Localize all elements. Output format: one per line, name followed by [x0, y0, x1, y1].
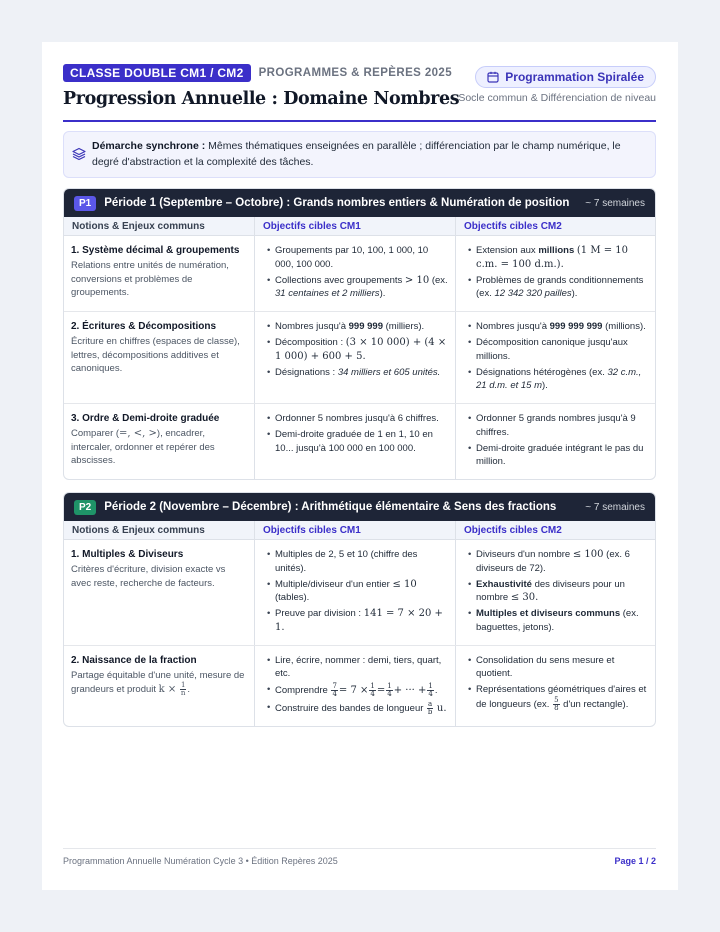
cm1-cell [254, 646, 455, 727]
column-cm1: Objectifs cibles CM1 [254, 521, 455, 539]
footer-left: Programmation Annuelle Numération Cycle 3 • Édition Repères 2025 [63, 856, 338, 866]
period-2-column-headers [64, 521, 655, 540]
list-item: • Demi-droite graduée intégrant le pas du million. [463, 442, 648, 469]
calendar-icon [487, 71, 499, 83]
notion-cell [64, 404, 254, 479]
notion-desc: Relations entre unités de numération, conversions et problèmes de groupements. [71, 260, 229, 298]
cm2-cell [455, 312, 655, 403]
period-2-header [64, 493, 655, 521]
callout-lead: Démarche synchrone : [92, 140, 206, 152]
period-1 [63, 188, 656, 480]
cm2-cell [455, 404, 655, 479]
list-item: • Multiple/diviseur d'un entier ≤ 10 (tables). [262, 578, 448, 605]
list-item: • Diviseurs d'un nombre ≤ 100 (ex. 6 diviseurs de 72). [463, 548, 648, 575]
list-item: • Groupements par 10, 100, 1 000, 10 000, 100 000. [262, 244, 448, 271]
cm2-cell [455, 646, 655, 727]
callout-text: Mêmes thématiques enseignées en parallèle ; différenciation par le champ numérique, le degré d'abstraction et la complexité des tâches. [92, 140, 621, 168]
cm2-cell [455, 236, 655, 311]
column-cm1: Objectifs cibles CM1 [254, 217, 455, 235]
table-row [64, 312, 655, 404]
notion-title: 1. Système décimal & groupements [71, 245, 240, 256]
table-row [64, 236, 655, 312]
header-rule [63, 120, 656, 122]
notion-cell [64, 312, 254, 403]
page-number: Page 1 / 2 [614, 856, 656, 866]
list-item: • Collections avec groupements > 10 (ex. 31 centaines et 2 milliers). [262, 274, 448, 301]
list-item: • Multiples et diviseurs communs (ex. baguettes, jetons). [463, 607, 648, 634]
approach-callout [63, 131, 656, 178]
class-badge: CLASSE DOUBLE CM1 / CM2 [63, 64, 251, 82]
header-kicker: PROGRAMMES & REPÈRES 2025 [258, 67, 453, 79]
period-2-tag: P2 [74, 500, 96, 515]
column-notions: Notions & Enjeux communs [72, 525, 205, 536]
list-item: • Décomposition : (3 × 10 000) + (4 × 1 000) + 600 + 5. [262, 336, 448, 363]
list-item: • Consolidation du sens mesure et quotient. [463, 654, 648, 681]
list-item: • Désignations : 34 milliers et 605 unités. [262, 366, 448, 380]
list-item: • Comprendre $\frac{7}{4}$ = 7 × $\frac{1}{4}$ = $\frac{1}{4}$ + ··· + $\frac{1}{4}$ . [262, 683, 448, 698]
pill-label: Programmation Spiralée [505, 70, 644, 84]
cm2-cell [455, 540, 655, 645]
cm1-cell [254, 236, 455, 311]
notion-desc: Critères d'écriture, division exacte vs avec reste, recherche de facteurs. [71, 564, 226, 589]
period-1-header [64, 189, 655, 217]
list-item: • Nombres jusqu'à 999 999 (milliers). [262, 320, 448, 334]
list-item: • Extension aux millions (1 M = 10 c.m. = 100 d.m.). [463, 244, 648, 271]
period-1-title: Période 1 (Septembre – Octobre) : Grands nombres entiers & Numération de position [104, 197, 570, 209]
page-footer [63, 848, 656, 866]
notion-title: 3. Ordre & Demi-droite graduée [71, 413, 220, 424]
list-item: • Exhaustivité des diviseurs pour un nombre ≤ 30. [463, 578, 648, 605]
notion-desc: Écriture en chiffres (espaces de classe), lettres, décompositions additives et canoniques. [71, 336, 240, 374]
list-item: • Représentations géométriques d'aires et de longueurs (ex. $\frac{5}{8}$ d'un rectangle). [463, 683, 648, 712]
list-item: • Multiples de 2, 5 et 10 (chiffre des unités). [262, 548, 448, 575]
page-title: Progression Annuelle : Domaine Nombres [63, 89, 460, 109]
notion-title: 2. Écritures & Décompositions [71, 321, 217, 332]
list-item: • Désignations hétérogènes (ex. 32 c.m., 21 d.m. et 15 m). [463, 366, 648, 393]
period-1-column-headers [64, 217, 655, 236]
layers-icon [72, 147, 86, 161]
column-notions: Notions & Enjeux communs [72, 221, 205, 232]
document-page [42, 42, 678, 890]
page-content [63, 64, 656, 727]
column-cm2: Objectifs cibles CM2 [455, 521, 655, 539]
list-item: • Décomposition canonique jusqu'aux millions. [463, 336, 648, 363]
table-row [64, 646, 655, 727]
notion-desc: Partage équitable d'une unité, mesure de grandeurs et produit k × $\frac{1}{n}$ . [71, 669, 245, 697]
header-subline: Socle commun & Différenciation de niveau [458, 92, 656, 104]
notion-title: 1. Multiples & Diviseurs [71, 549, 184, 560]
notion-desc: Comparer (=, <, >), encadrer, intercaler, ordonner et repérer des abscisses. [71, 428, 215, 466]
list-item: • Ordonner 5 grands nombres jusqu'à 9 chiffres. [463, 412, 648, 439]
page-header [63, 64, 656, 111]
period-1-duration: ~ 7 semaines [585, 197, 645, 209]
notion-cell [64, 540, 254, 645]
list-item: • Preuve par division : 141 = 7 × 20 + 1. [262, 607, 448, 634]
list-item: • Nombres jusqu'à 999 999 999 (millions). [463, 320, 648, 334]
cm1-cell [254, 540, 455, 645]
cm1-cell [254, 312, 455, 403]
list-item: • Ordonner 5 nombres jusqu'à 6 chiffres. [262, 412, 448, 426]
table-row [64, 540, 655, 646]
period-2-duration: ~ 7 semaines [585, 501, 645, 513]
list-item: • Lire, écrire, nommer : demi, tiers, quart, etc. [262, 654, 448, 681]
list-item: • Construire des bandes de longueur $\frac{a}{b}$ u. [262, 701, 448, 716]
period-2 [63, 492, 656, 727]
period-1-tag: P1 [74, 196, 96, 211]
cm1-cell [254, 404, 455, 479]
column-cm2: Objectifs cibles CM2 [455, 217, 655, 235]
notion-title: 2. Naissance de la fraction [71, 654, 197, 666]
programmation-pill[interactable] [475, 66, 656, 88]
notion-cell [64, 236, 254, 311]
list-item: • Problèmes de grands conditionnements (ex. 12 342 320 pailles). [463, 274, 648, 301]
period-2-title: Période 2 (Novembre – Décembre) : Arithmétique élémentaire & Sens des fractions [104, 501, 557, 513]
notion-cell [64, 646, 254, 727]
list-item: • Demi-droite graduée de 1 en 1, 10 en 10... jusqu'à 100 000 en 100 000. [262, 428, 448, 455]
table-row [64, 404, 655, 479]
